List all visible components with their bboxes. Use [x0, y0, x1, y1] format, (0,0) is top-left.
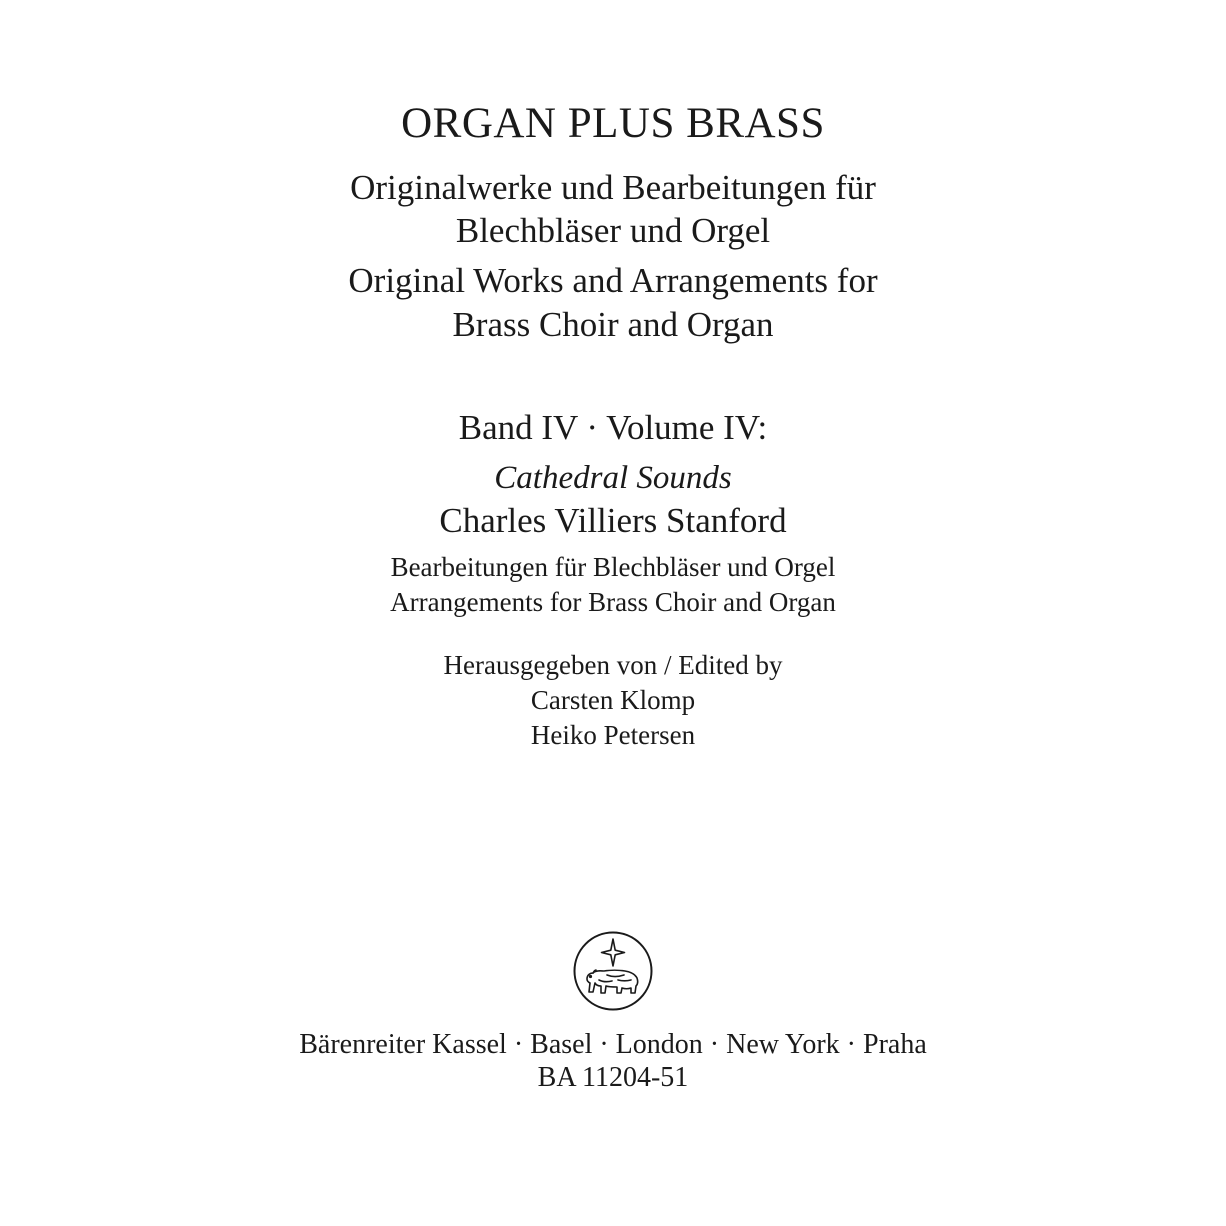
work-title: Cathedral Sounds — [494, 460, 732, 496]
publisher-imprint: Bärenreiter Kassel · Basel · London · New York · Praha — [299, 1029, 927, 1060]
edited-by-label: Herausgegeben von / Edited by — [443, 650, 783, 680]
series-title: ORGAN PLUS BRASS — [401, 100, 825, 147]
editor-name: Heiko Petersen — [530, 720, 696, 750]
bear-icon — [587, 970, 638, 993]
volume-label: Band IV · Volume IV: — [458, 408, 768, 447]
subtitle-german-line-1: Originalwerke und Bearbeitungen für — [350, 168, 876, 207]
star-icon — [602, 939, 625, 966]
editor-name: Carsten Klomp — [530, 685, 696, 715]
subtitle-english-line-2: Brass Choir and Organ — [452, 305, 774, 344]
arrangement-german: Bearbeitungen für Blechbläser und Orgel — [390, 552, 836, 582]
arrangement-english: Arrangements for Brass Choir and Organ — [390, 587, 836, 617]
subtitle-german-line-2: Blechbläser und Orgel — [455, 211, 771, 250]
subtitle-english-line-1: Original Works and Arrangements for — [348, 261, 878, 300]
catalog-number: BA 11204-51 — [537, 1062, 689, 1093]
composer-name: Charles Villiers Stanford — [439, 501, 787, 540]
publisher-logo-icon — [572, 930, 654, 1012]
